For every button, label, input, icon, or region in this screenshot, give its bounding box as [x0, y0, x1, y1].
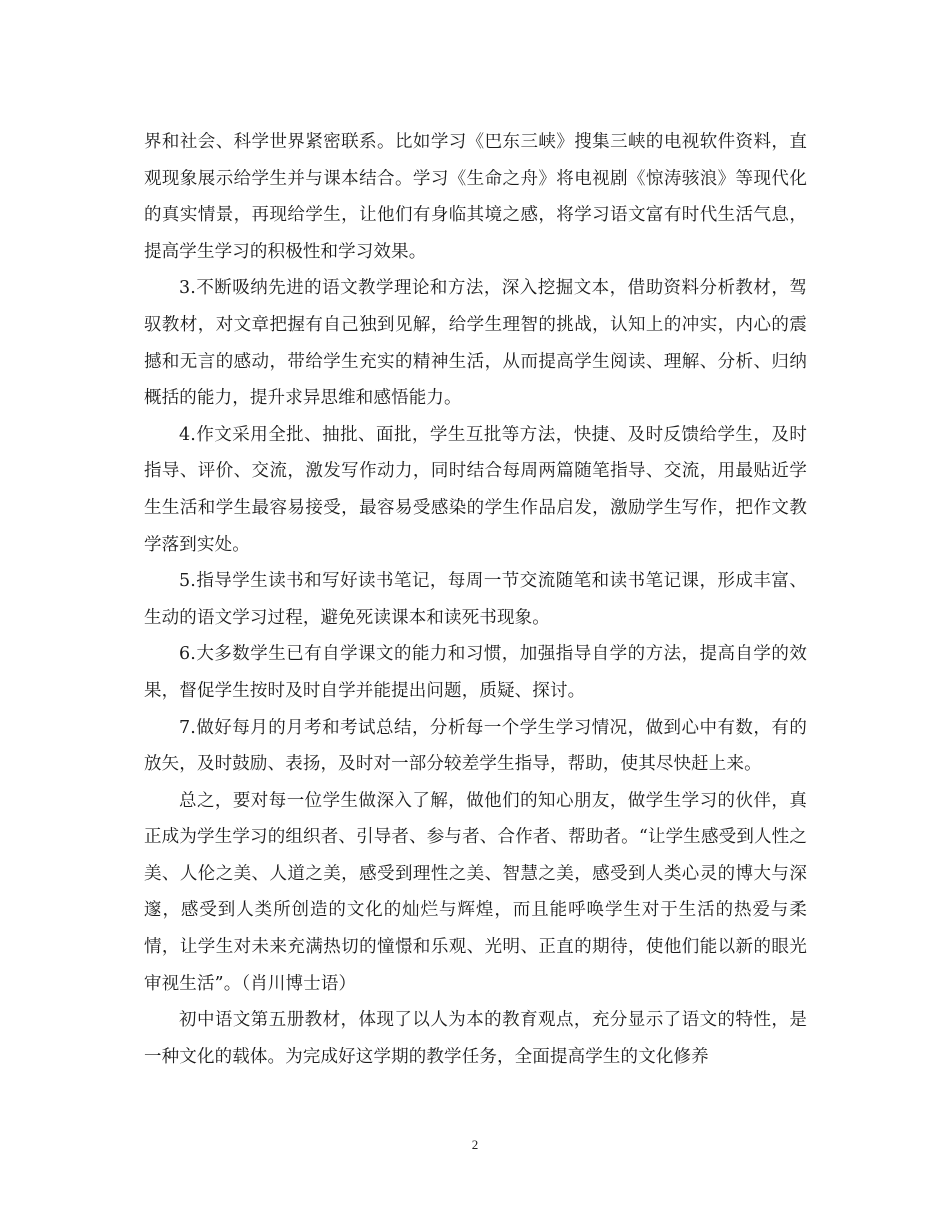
paragraph-item-3: 3.不断吸纳先进的语文教学理论和方法，深入挖掘文本，借助资料分析教材，驾驭教材，对文章把握有自己独到见解，给学生理智的挑战，认知上的冲实，内心的震撼和无言的感动，带给学生充实的精神生活，从而提高学生阅读、理解、分析、归纳概括的能力，提升求异思维和感悟能力。 [144, 278, 807, 409]
paragraph-item-4: 4.作文采用全批、抽批、面批，学生互批等方法，快捷、及时反馈给学生，及时指导、评价、交流，激发写作动力，同时结合每周两篇随笔指导、交流，用最贴近学生生活和学生最容易接受，最容易受感染的学生作品启发，激励学生写作，把作文教学落到实处。 [144, 424, 807, 555]
paragraph-item-6: 6.大多数学生已有自学课文的能力和习惯，加强指导自学的方法，提高自学的效果，督促学生按时及时自学并能提出问题，质疑、探讨。 [144, 644, 807, 701]
page-number: 2 [471, 1137, 479, 1152]
paragraph-summary: 总之，要对每一位学生做深入了解，做他们的知心朋友，做学生学习的伙伴，真正成为学生学习的组织者、引导者、参与者、合作者、帮助者。“让学生感受到人性之美、人伦之美、人道之美，感受到理性之美、智慧之美，感受到人类心灵的博大与深邃，感受到人类所创造的文化的灿烂与辉煌，而且能呼唤学生对于生活的热爱与柔情，让学生对未来充满热切的憧憬和乐观、光明、正直的期待，使他们能以新的眼光审视生活”。（肖川博士语） [144, 790, 807, 994]
document-body [144, 124, 807, 1075]
paragraph-textbook-intro: 初中语文第五册教材，体现了以人为本的教育观点，充分显示了语文的特性，是一种文化的载体。为完成好这学期的教学任务，全面提高学生的文化修养 [144, 1010, 807, 1067]
paragraph-item-5: 5.指导学生读书和写好读书笔记，每周一节交流随笔和读书笔记课，形成丰富、生动的语文学习过程，避免死读课本和读死书现象。 [144, 571, 807, 628]
paragraph-item-7: 7.做好每月的月考和考试总结，分析每一个学生学习情况，做到心中有数，有的放矢，及时鼓励、表扬，及时对一部分较差学生指导，帮助，使其尽快赶上来。 [144, 717, 807, 775]
paragraph-continuation: 界和社会、科学世界紧密联系。比如学习《巴东三峡》搜集三峡的电视软件资料，直观现象展示给学生并与课本结合。学习《生命之舟》将电视剧《惊涛骇浪》等现代化的真实情景，再现给学生，让他们有身临其境之感，将学习语文富有时代生活气息，提高学生学习的积极性和学习效果。 [144, 132, 807, 262]
